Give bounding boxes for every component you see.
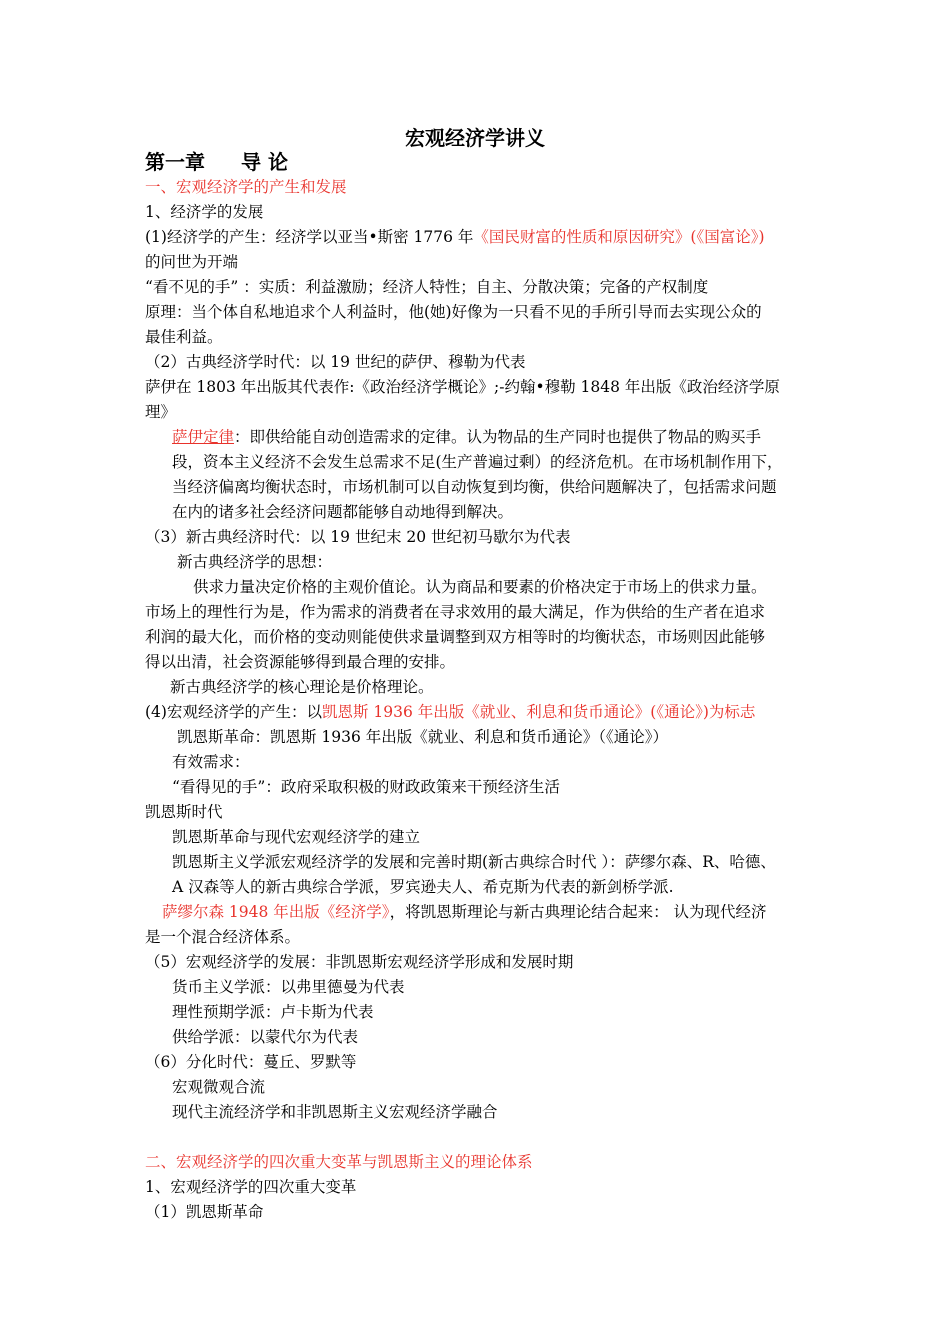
paragraph-line: A 汉森等人的新古典综合学派，罗宾逊夫人、希克斯为代表的新剑桥学派. <box>172 878 674 896</box>
say-law-term: 萨伊定律 <box>172 428 235 446</box>
paragraph-line: （5）宏观经济学的发展：非凯恩斯宏观经济学形成和发展时期 <box>145 953 574 971</box>
paragraph-line: 有效需求： <box>172 753 250 771</box>
document-title: 宏观经济学讲义 <box>405 126 545 150</box>
subsection-heading: 1、宏观经济学的四次重大变革 <box>145 1178 357 1196</box>
chapter-number: 第一章 <box>145 150 205 174</box>
paragraph-line: 现代主流经济学和非凯恩斯主义宏观经济学融合 <box>172 1103 498 1121</box>
paragraph-line: 凯恩斯主义学派宏观经济学的发展和完善时期(新古典综合时代 ）：萨缪尔森、R、哈德、 <box>172 853 776 871</box>
paragraph-line: (1)经济学的产生：经济学以亚当•斯密 1776 年《国民财富的性质和原因研究》(《国富论》) <box>145 228 765 246</box>
paragraph-line: 市场上的理性行为是，作为需求的消费者在寻求效用的最大满足，作为供给的生产者在追求 <box>145 603 766 621</box>
paragraph-line: 供给学派：以蒙代尔为代表 <box>172 1028 359 1046</box>
paragraph-line: （1）凯恩斯革命 <box>145 1203 264 1221</box>
paragraph-line: 凯恩斯革命：凯恩斯 1936 年出版《就业、利息和货币通论》（《通论》） <box>177 728 669 746</box>
paragraph-line: 的问世为开端 <box>145 253 239 271</box>
paragraph-line: 是一个混合经济体系。 <box>145 928 301 946</box>
paragraph-line: 萨伊在 1803 年出版其代表作:《政治经济学概论》;-约翰•穆勒 1848 年出版《政治经济学原 <box>145 378 780 396</box>
paragraph-line: （3）新古典经济时代：以 19 世纪末 20 世纪初马歇尔为代表 <box>145 528 571 546</box>
paragraph-line: 凯恩斯革命与现代宏观经济学的建立 <box>172 828 421 846</box>
paragraph-line: （6）分化时代：蔓丘、罗默等 <box>145 1053 357 1071</box>
paragraph-line: 得以出清，社会资源能够得到最合理的安排。 <box>145 653 456 671</box>
paragraph-line: 货币主义学派：以弗里德曼为代表 <box>172 978 405 996</box>
chapter-heading <box>145 148 288 176</box>
paragraph-line: 最佳利益。 <box>145 328 223 346</box>
paragraph-line: 理性预期学派：卢卡斯为代表 <box>172 1003 374 1021</box>
paragraph-line: 宏观微观合流 <box>172 1078 266 1096</box>
paragraph-line: 新古典经济学的思想： <box>177 553 333 571</box>
paragraph-line: 萨伊定律：即供给能自动创造需求的定律。认为物品的生产同时也提供了物品的购买手 <box>172 428 762 446</box>
paragraph-line: (4)宏观经济学的产生：以凯恩斯 1936 年出版《就业、利息和货币通论》(《通论》)为标志 <box>145 703 756 721</box>
section-heading-1: 一、宏观经济学的产生和发展 <box>145 178 347 196</box>
paragraph-line: 理》 <box>145 403 177 421</box>
paragraph-line: “看得见的手”：政府采取积极的财政政策来干预经济生活 <box>172 778 560 796</box>
paragraph-line: 段，资本主义经济不会发生总需求不足(生产普遍过剩）的经济危机。在市场机制作用下， <box>172 453 783 471</box>
paragraph-line: 在内的诸多社会经济问题都能够自动地得到解决。 <box>172 503 514 521</box>
paragraph-line: 原理：当个体自私地追求个人利益时，他(她)好像为一只看不见的手所引导而去实现公众的 <box>145 303 762 321</box>
paragraph-line: 新古典经济学的核心理论是价格理论。 <box>170 678 434 696</box>
chapter-name: 导 论 <box>241 150 288 174</box>
paragraph-line: 供求力量决定价格的主观价值论。认为商品和要素的价格决定于市场上的供求力量。 <box>193 578 767 596</box>
paragraph-line: “看不见的手” ：实质：利益激励；经济人特性；自主、分散决策；完备的产权制度 <box>145 278 709 296</box>
book-reference: 《国民财富的性质和原因研究》(《国富论》) <box>473 228 765 246</box>
subsection-heading: 1、经济学的发展 <box>145 203 264 221</box>
paragraph-line: 凯恩斯时代 <box>145 803 223 821</box>
section-heading-2: 二、宏观经济学的四次重大变革与凯恩斯主义的理论体系 <box>145 1153 533 1171</box>
paragraph-line: 利润的最大化，而价格的变动则能使供求量调整到双方相等时的均衡状态，市场则因此能够 <box>145 628 766 646</box>
paragraph-line: 萨缪尔森 1948 年出版《经济学》，将凯恩斯理论与新古典理论结合起来： 认为现代经济 <box>162 903 767 921</box>
paragraph-line: 当经济偏离均衡状态时，市场机制可以自动恢复到均衡，供给问题解决了，包括需求问题 <box>172 478 777 496</box>
samuelson-reference: 萨缪尔森 1948 年出版《经济学》 <box>162 903 390 921</box>
keynes-reference: 凯恩斯 1936 年出版《就业、利息和货币通论》(《通论》)为标志 <box>321 703 756 721</box>
paragraph-line: （2）古典经济学时代：以 19 世纪的萨伊、穆勒为代表 <box>145 353 526 371</box>
